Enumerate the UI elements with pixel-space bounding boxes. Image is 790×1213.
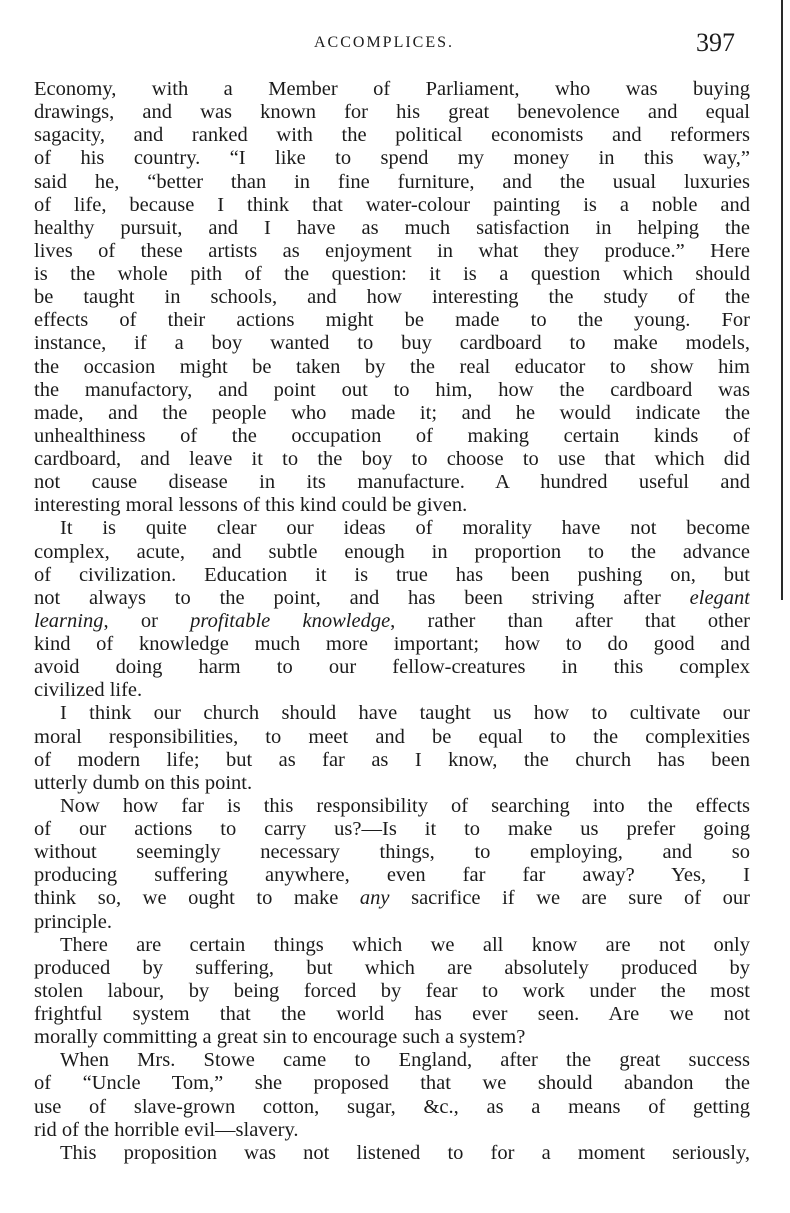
text-line: lives of these artists as enjoyment in what they produce.” Here — [34, 239, 750, 262]
text-line: effects of their actions might be made to the young. For — [34, 309, 750, 332]
text-line: cardboard, and leave it to the boy to choose to use that which did — [34, 448, 750, 470]
text-line: principle. — [34, 910, 112, 933]
text-line: Now how far is this responsibility of searching into the effects — [60, 794, 750, 817]
text-line: It is quite clear our ideas of morality have not become — [60, 517, 750, 540]
text-line: the manufactory, and point out to him, how the cardboard was — [34, 378, 750, 401]
text-line: without seemingly necessary things, to employing, and so — [34, 841, 750, 864]
text-line: producing suffering anywhere, even far far away? Yes, I — [34, 864, 750, 887]
text-line: of modern life; but as far as I know, the church has been — [34, 748, 750, 771]
text-line: rid of the horrible evil—slavery. — [34, 1118, 299, 1141]
text-line: of “Uncle Tom,” she proposed that we should abandon the — [34, 1072, 750, 1095]
text-line: utterly dumb on this point. — [34, 771, 253, 794]
text-line: made, and the people who made it; and he would indicate the — [34, 401, 750, 424]
text-line: think so, we ought to make any sacrifice if we are sure of our — [34, 887, 750, 910]
page-header — [0, 26, 790, 60]
text-line: frightful system that the world has ever seen. Are we not — [34, 1003, 750, 1025]
text-line: morally committing a great sin to encourage such a system? — [34, 1026, 526, 1049]
text-line: stolen labour, by being forced by fear to work under the most — [34, 979, 750, 1002]
text-line: the occasion might be taken by the real educator to show him — [34, 355, 750, 378]
text-line: Economy, with a Member of Parliament, who was buying — [34, 78, 750, 100]
text-line: use of slave-grown cotton, sugar, &c., as a means of getting — [34, 1095, 750, 1118]
text-line: unhealthiness of the occupation of making certain kinds of — [34, 424, 750, 447]
body-text — [34, 78, 750, 1165]
text-line: interesting moral lessons of this kind could be given. — [34, 494, 468, 517]
text-line: When Mrs. Stowe came to England, after the great success — [60, 1049, 750, 1072]
running-title: ACCOMPLICES. — [314, 34, 455, 51]
text-line: is the whole pith of the question: it is a question which should — [34, 263, 750, 285]
text-line: of civilization. Education it is true has been pushing on, but — [34, 563, 750, 586]
margin-rule — [781, 0, 783, 600]
text-line: not always to the point, and has been striving after elegant — [34, 586, 750, 609]
text-line: learning, or profitable knowledge, rather than after that other — [34, 609, 750, 632]
text-line: drawings, and was known for his great benevolence and equal — [34, 101, 750, 124]
text-line: This proposition was not listened to for a moment seriously, — [60, 1141, 750, 1164]
text-line: avoid doing harm to our fellow-creatures in this complex — [34, 656, 750, 679]
text-line: of his country. “I like to spend my money in this way,” — [34, 147, 750, 170]
text-line: healthy pursuit, and I have as much satisfaction in helping the — [34, 216, 750, 239]
page-number: 397 — [696, 28, 735, 57]
text-line: complex, acute, and subtle enough in proportion to the advance — [34, 540, 750, 563]
text-line: instance, if a boy wanted to buy cardboard to make models, — [34, 332, 750, 355]
text-line: produced by suffering, but which are absolutely produced by — [34, 956, 750, 979]
text-line: civilized life. — [34, 679, 143, 702]
text-line: said he, “better than in fine furniture, and the usual luxuries — [34, 170, 750, 193]
text-line: of our actions to carry us?—Is it to make us prefer going — [34, 818, 750, 840]
text-line: I think our church should have taught us how to cultivate our — [60, 702, 750, 725]
text-line: be taught in schools, and how interesting the study of the — [34, 286, 750, 309]
text-line: of life, because I think that water-colour painting is a noble and — [34, 193, 750, 216]
text-line: kind of knowledge much more important; how to do good and — [34, 633, 750, 655]
text-line: moral responsibilities, to meet and be equal to the complexities — [34, 725, 750, 748]
text-line: sagacity, and ranked with the political economists and reformers — [34, 124, 750, 147]
text-line: not cause disease in its manufacture. A hundred useful and — [34, 471, 750, 494]
text-line: There are certain things which we all know are not only — [60, 933, 750, 956]
